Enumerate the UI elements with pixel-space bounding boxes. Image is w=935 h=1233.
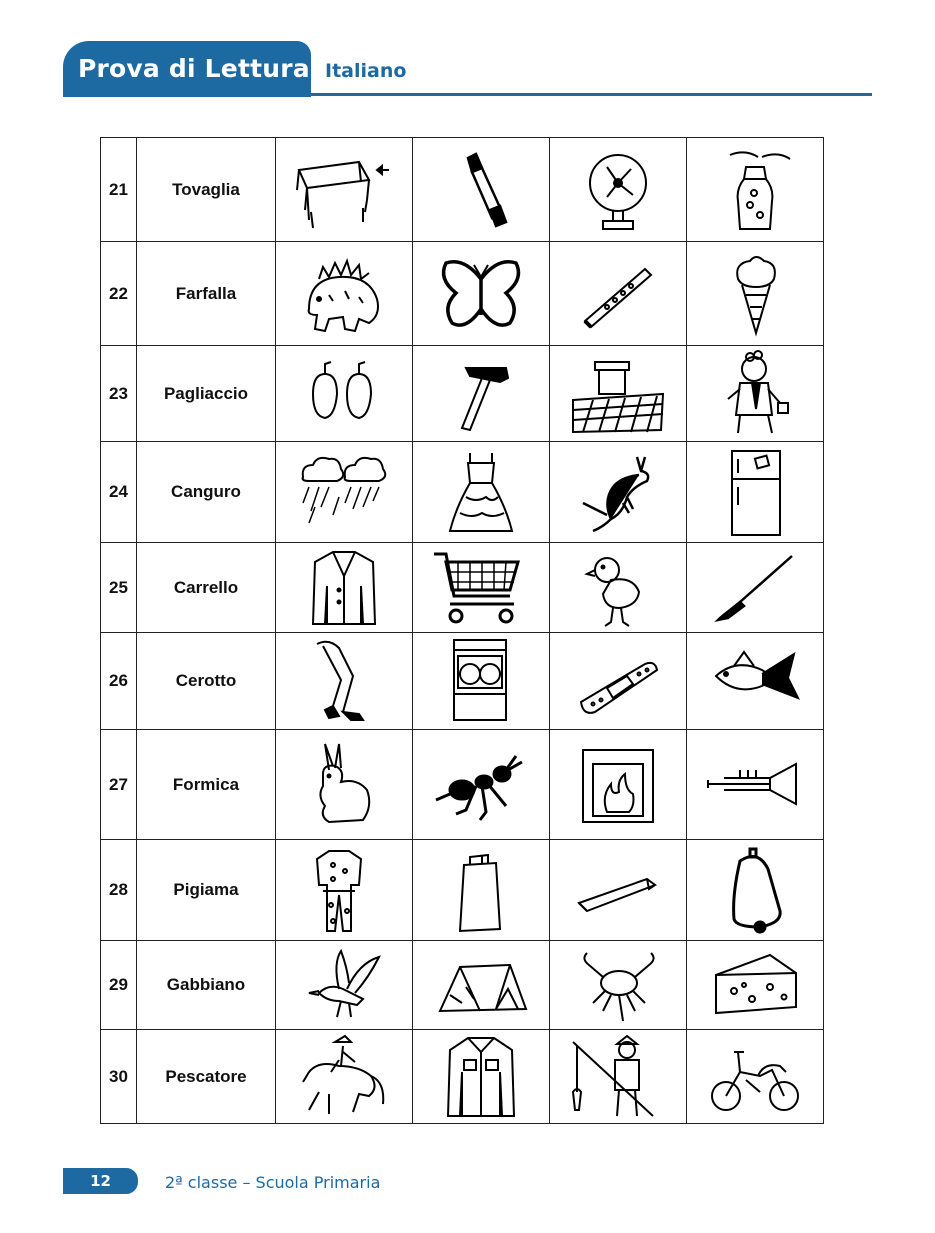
item-number: 29: [101, 941, 137, 1030]
ice-cream-cone-icon[interactable]: [687, 242, 824, 346]
table-with-cloth-icon[interactable]: [276, 138, 413, 242]
header-rule: [63, 93, 872, 96]
kangaroo-icon[interactable]: [550, 442, 687, 543]
table-row: [101, 941, 824, 1030]
legs-with-heels-icon[interactable]: [276, 633, 413, 730]
chimney-roof-icon[interactable]: [550, 346, 687, 442]
paintbrush-icon[interactable]: [687, 543, 824, 633]
hammer-icon[interactable]: [413, 346, 550, 442]
pajamas-icon[interactable]: [276, 840, 413, 941]
electric-fan-icon[interactable]: [550, 138, 687, 242]
shopping-cart-icon[interactable]: [413, 543, 550, 633]
bell-peppers-icon[interactable]: [276, 346, 413, 442]
item-number: 25: [101, 543, 137, 633]
seagull-icon[interactable]: [276, 941, 413, 1030]
item-number: 27: [101, 730, 137, 840]
item-word: Farfalla: [137, 242, 276, 346]
chalk-stick-icon[interactable]: [550, 840, 687, 941]
footer-text: 2ª classe – Scuola Primaria: [165, 1173, 381, 1192]
table-row: [101, 840, 824, 941]
table-row: [101, 138, 824, 242]
rain-clouds-icon[interactable]: [276, 442, 413, 543]
refrigerator-icon[interactable]: [687, 442, 824, 543]
dishwasher-icon[interactable]: [413, 633, 550, 730]
motorcycle-icon[interactable]: [687, 1030, 824, 1124]
table-row: [101, 1030, 824, 1124]
paper-bag-icon[interactable]: [413, 840, 550, 941]
item-word: Cerotto: [137, 633, 276, 730]
lipstick-icon[interactable]: [413, 138, 550, 242]
item-word: Carrello: [137, 543, 276, 633]
tent-icon[interactable]: [413, 941, 550, 1030]
bell-icon[interactable]: [687, 840, 824, 941]
item-word: Pigiama: [137, 840, 276, 941]
item-number: 23: [101, 346, 137, 442]
item-number: 26: [101, 633, 137, 730]
adhesive-bandage-icon[interactable]: [550, 633, 687, 730]
reading-test-table: [100, 137, 824, 1124]
bottle-opening-icon[interactable]: [687, 138, 824, 242]
dress-icon[interactable]: [413, 442, 550, 543]
table-row: [101, 633, 824, 730]
butterfly-icon[interactable]: [413, 242, 550, 346]
item-number: 24: [101, 442, 137, 543]
item-word: Formica: [137, 730, 276, 840]
item-word: Pescatore: [137, 1030, 276, 1124]
jacket-icon[interactable]: [276, 543, 413, 633]
trumpet-icon[interactable]: [687, 730, 824, 840]
page-number-badge: 12: [63, 1168, 138, 1194]
table-row: [101, 442, 824, 543]
dinosaur-icon[interactable]: [276, 242, 413, 346]
subject-label: Italiano: [325, 60, 407, 82]
table-row: [101, 242, 824, 346]
chick-icon[interactable]: [550, 543, 687, 633]
clown-icon[interactable]: [687, 346, 824, 442]
rabbit-icon[interactable]: [276, 730, 413, 840]
item-word: Tovaglia: [137, 138, 276, 242]
crab-icon[interactable]: [550, 941, 687, 1030]
item-word: Pagliaccio: [137, 346, 276, 442]
ant-icon[interactable]: [413, 730, 550, 840]
fish-icon[interactable]: [687, 633, 824, 730]
table-row: [101, 346, 824, 442]
item-word: Canguro: [137, 442, 276, 543]
cheese-icon[interactable]: [687, 941, 824, 1030]
fireplace-icon[interactable]: [550, 730, 687, 840]
item-number: 22: [101, 242, 137, 346]
fisherman-icon[interactable]: [550, 1030, 687, 1124]
page-title: Prova di Lettura: [78, 54, 310, 83]
item-number: 21: [101, 138, 137, 242]
item-number: 28: [101, 840, 137, 941]
table-row: [101, 730, 824, 840]
flute-icon[interactable]: [550, 242, 687, 346]
item-number: 30: [101, 1030, 137, 1124]
item-word: Gabbiano: [137, 941, 276, 1030]
cowboy-on-horse-icon[interactable]: [276, 1030, 413, 1124]
shirt-icon[interactable]: [413, 1030, 550, 1124]
table-row: [101, 543, 824, 633]
